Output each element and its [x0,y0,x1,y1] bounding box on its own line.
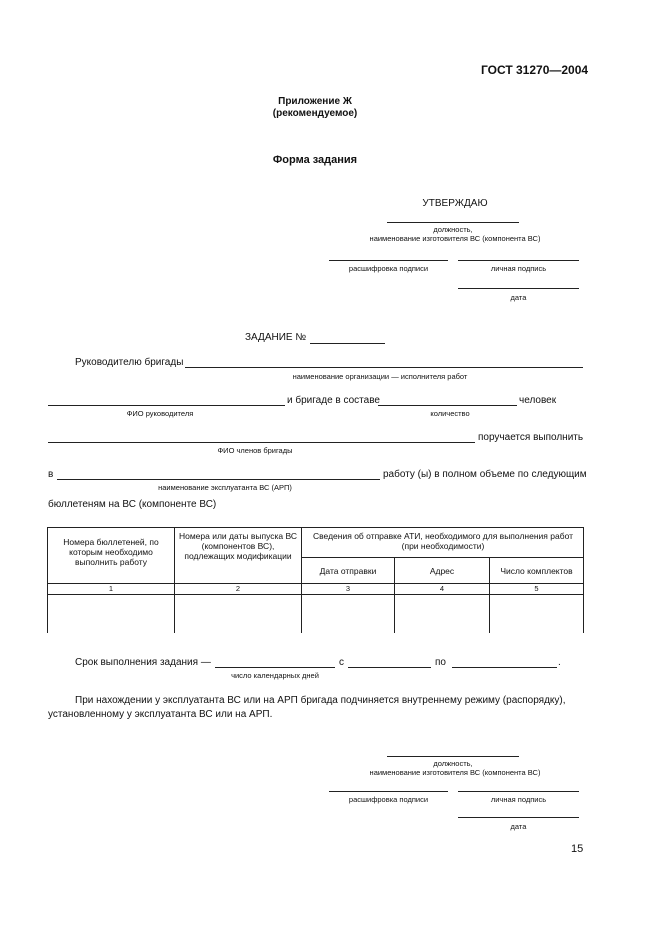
position-caption: должность, [433,759,473,768]
org-line [185,367,583,368]
signature-line [458,791,579,792]
position-line [387,222,519,223]
line5: бюллетеням на ВС (компоненте ВС) [48,499,217,510]
page-number: 15 [571,843,584,855]
signature-line [458,260,579,261]
deadline-label: Срок выполнения задания — [75,657,211,668]
date-caption: дата [510,822,527,831]
signature-caption: личная подпись [490,264,547,273]
form-title: Форма задания [272,154,358,166]
line2-end: человек [519,395,557,406]
col-number: 4 [439,584,445,593]
col2-header: Номера или даты выпуска ВС (компонентов ВС), подлежащих модификации [178,531,298,561]
signature-caption: личная подпись [490,795,547,804]
count-line [378,405,517,406]
deadline-caption: число календарных дней [231,671,319,680]
col-number: 3 [345,584,351,593]
date-line [458,817,579,818]
col-number: 5 [534,584,539,593]
operator-line [57,479,380,480]
from-date-line [348,667,431,668]
line2-caption-left: ФИО руководителя [126,409,194,418]
deadline-from: с [339,657,344,668]
col3-header: Дата отправки [319,566,377,576]
line3-caption: ФИО членов бригады [217,446,293,455]
deadline-to: по [435,657,446,668]
org-caption: наименование изготовителя ВС (компонента ВС) [369,768,541,777]
note-line2: установленному у эксплуатанта ВС или на АРП. [48,709,273,720]
col5-header: Число комплектов [500,566,573,576]
date-caption: дата [510,293,527,302]
col-number: 1 [108,584,114,593]
line4-end: работу (ы) в полном объеме по следующим [383,469,587,480]
col4-header: Адрес [429,566,455,576]
col1-header: Номера бюллетеней, по которым необходимо выполнить работу [63,537,159,567]
group-header: Сведения об отправке АТИ, необходимого для выполнения работ (при необходимости) [313,531,573,551]
line1-caption: наименование организации — исполнителя работ [292,372,468,381]
task-title: ЗАДАНИЕ № [245,332,307,343]
line3-end: поручается выполнить [478,432,584,443]
approve-label: УТВЕРЖДАЮ [422,198,488,209]
decode-caption: расшифровка подписи [348,795,429,804]
decode-line [329,260,448,261]
appendix-title: Приложение Ж [278,96,352,107]
days-line [215,667,335,668]
to-date-line [452,667,557,668]
appendix-subtitle: (рекомендуемое) [272,108,358,119]
line4-start: в [48,469,54,480]
deadline-end: . [558,657,561,668]
col-number: 2 [235,584,241,593]
decode-caption: расшифровка подписи [348,264,429,273]
org-caption: наименование изготовителя ВС (компонента ВС) [369,234,541,243]
task-number-line [310,343,385,344]
position-line [387,756,519,757]
line1-label: Руководителю бригады [75,357,184,368]
decode-line [329,791,448,792]
line2-mid: и бригаде в составе [287,395,380,406]
note-line1: При нахождении у эксплуатанта ВС или на АРП бригада подчиняется внутреннему режиму (распорядку), [75,695,566,706]
date-line [458,288,579,289]
standard-number: ГОСТ 31270—2004 [481,63,589,77]
position-caption: должность, [433,225,473,234]
line4-caption: наименование эксплуатанта ВС (АРП) [158,483,292,492]
line2-caption-right: количество [430,409,470,418]
leader-name-line [48,405,285,406]
members-line [48,442,475,443]
